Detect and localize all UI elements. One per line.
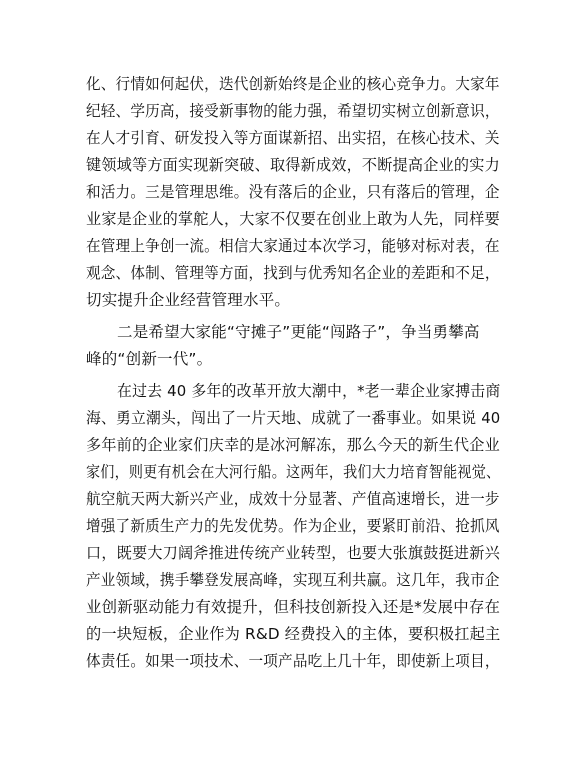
body-text-line: 业家是企业的掌舵人，大家不仅要在创业上敢为人先，同样要 — [86, 210, 500, 228]
body-text-line: 在过去 40 多年的改革开放大潮中，*老一辈企业家搏击商 — [117, 382, 501, 400]
body-text-line: 航空航天两大新兴产业，成效十分显著、产值高速增长，进一步 — [86, 490, 500, 508]
body-text-line: 体责任。如果一项技术、一项产品吃上几十年，即使新上项目， — [86, 652, 500, 670]
body-text-line: 增强了新质生产力的先发优势。作为企业，要紧盯前沿、抢抓风 — [86, 517, 500, 535]
body-text-line: 海、勇立潮头，闯出了一片天地、成就了一番事业。如果说 40 — [86, 409, 501, 427]
section-heading-line: 二是希望大家能“守摊子”更能“闯路子”，争当勇攀高 — [117, 323, 480, 341]
body-text-line: 的一块短板，企业作为 R&D 经费投入的主体，要积极扛起主 — [86, 625, 501, 643]
body-text-line: 家们，则更有机会在大河行船。这两年，我们大力培育智能视觉、 — [86, 463, 501, 481]
body-text-line: 产业领域，携手攀登发展高峰，实现互利共赢。这几年，我市企 — [86, 571, 500, 589]
body-text-line: 在管理上争创一流。相信大家通过本次学习，能够对标对表，在 — [86, 237, 500, 255]
body-text-line: 在人才引育、研发投入等方面谋新招、出实招，在核心技术、关 — [86, 129, 500, 147]
body-text-line: 和活力。三是管理思维。没有落后的企业，只有落后的管理，企 — [86, 183, 500, 201]
body-text-line: 纪轻、学历高，接受新事物的能力强，希望切实树立创新意识， — [86, 102, 500, 120]
section-heading-line: 峰的“创新一代”。 — [86, 350, 213, 368]
body-text-line: 口，既要大刀阔斧推进传统产业转型，也要大张旗鼓挺进新兴 — [86, 544, 500, 562]
body-text-line: 多年前的企业家们庆幸的是冰河解冻，那么今天的新生代企业 — [86, 436, 500, 454]
body-text-line: 切实提升企业经营管理水平。 — [86, 291, 291, 309]
body-text-line: 化、行情如何起伏，迭代创新始终是企业的核心竞争力。大家年 — [86, 75, 500, 93]
body-text-line: 观念、体制、管理等方面，找到与优秀知名企业的差距和不足， — [86, 264, 500, 282]
body-text-line: 业创新驱动能力有效提升，但科技创新投入还是*发展中存在 — [86, 598, 501, 616]
body-text-line: 键领域等方面实现新突破、取得新成效，不断提高企业的实力 — [86, 156, 500, 174]
